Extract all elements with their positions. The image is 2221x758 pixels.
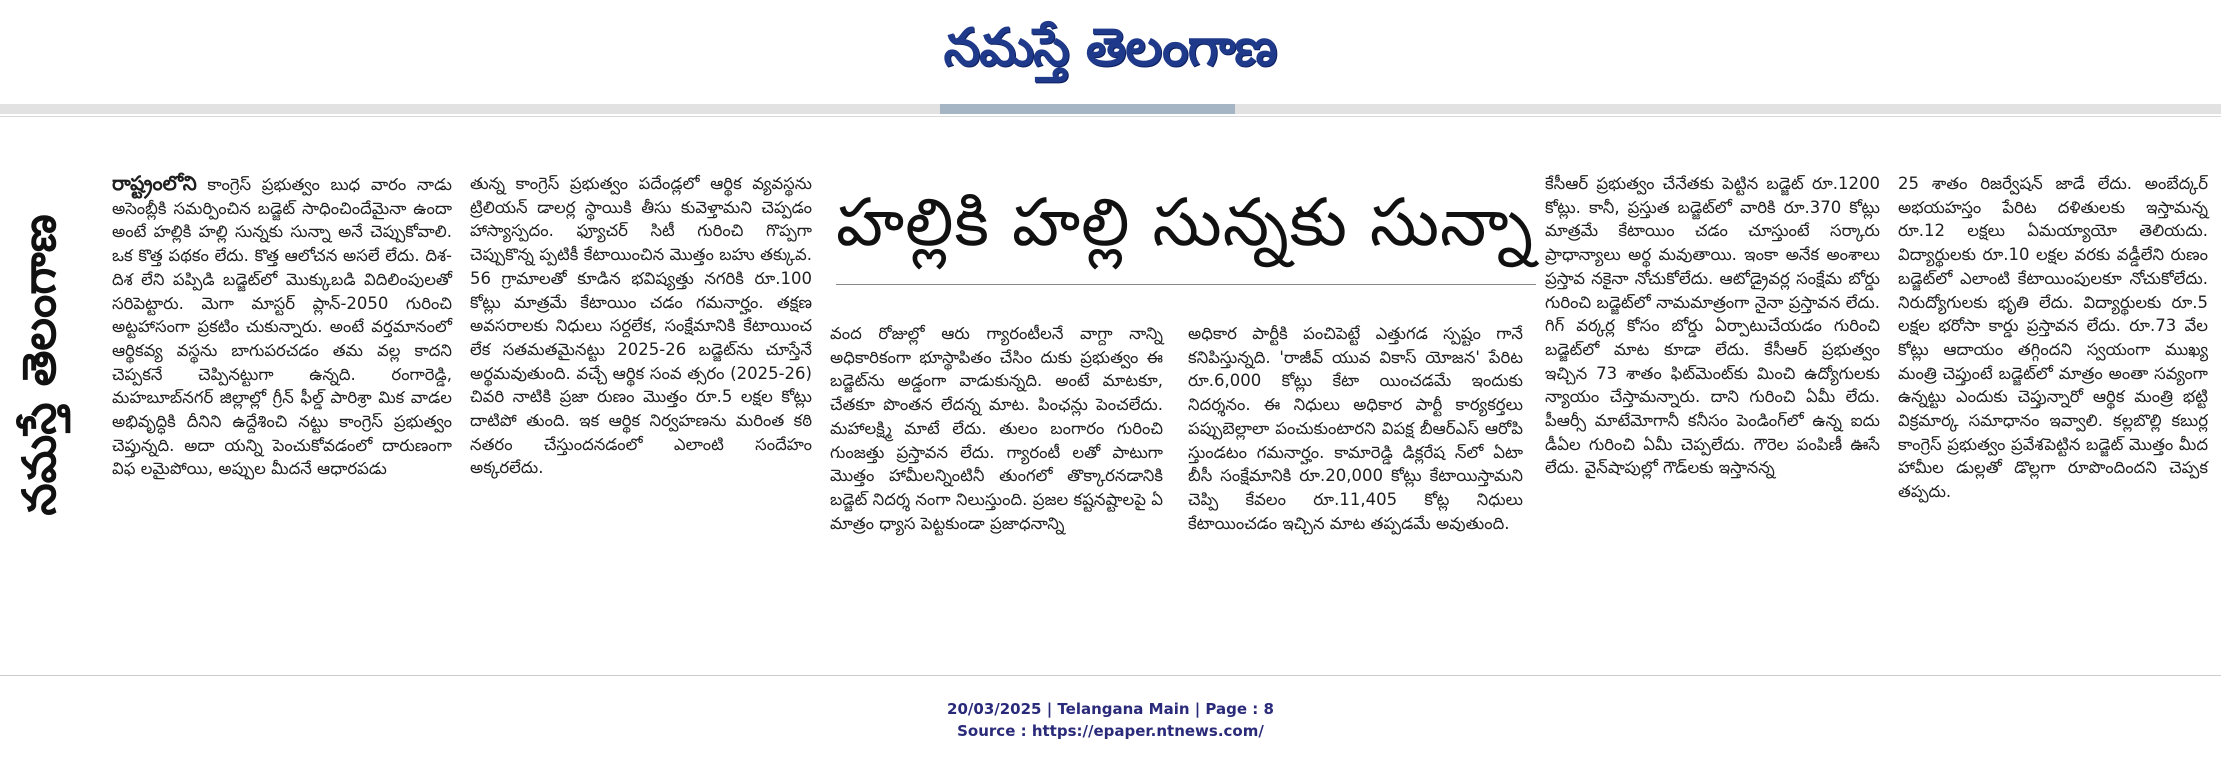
column-6-text: 25 శాతం రిజర్వేషన్ జాడే లేదు. అంబేద్కర్ అభయహస్తం పేరిట దళితులకు ఇస్తామన్న రూ.12 లక్షలు ఏమయ్యాయో తెలియదు. విద్యార్థులకు రూ.10 లక్షల వరకు వడ్డీలేని రుణం బడ్జెట్‌లో ఎలాంటి కేటాయింపులకూ నోచుకోలేదు. నిరుద్యోగులకు భృతి లేదు. విద్యార్థులకు రూ.5 లక్షల భరోసా కార్డు ప్రస్తావన లేదు. రూ.73 వేల కోట్లు ఆదాయం తగ్గిందని స్వయంగా ముఖ్య మంత్రి చెప్తుంటే బడ్జెట్‌లో మాత్రం అంతా సవ్యంగా ఉన్నట్టు ఎందుకు చెప్తున్నారో ఆర్థిక మంత్రి భట్టి విక్రమార్క సమాధానం ఇవ్వాలి. కల్లబొల్లి కబుర్ల కాంగ్రెస్ ప్రభుత్వం ప్రవేశపెట్టిన బడ్జెట్ మొత్తం మీద హామీల డుల్లతో డొల్లగా రూపొందిందని చెప్పక తప్పదు. xyxy=(1898,174,2208,502)
newspaper-masthead-logo: నమస్తే తెలంగాణ xyxy=(943,17,1277,78)
article-column-3 xyxy=(830,322,1163,535)
footer-edition-info: 20/03/2025 | Telangana Main | Page : 8 xyxy=(947,700,1274,718)
lead-word: రాష్ట్రంలోని xyxy=(112,171,197,195)
masthead-rule-accent xyxy=(940,104,1235,114)
article-headline: హల్లికి హల్లి సున్నకు సున్నా xyxy=(836,184,1534,261)
column-4-text: అధికార పార్టీకి పంచిపెట్టే ఎత్తుగడ స్పష్టం గానే కనిపిస్తున్నది. 'రాజీవ్ యువ వికాస్ యోజన' పేరిట రూ.6,000 కోట్లు కేటా యించడమే ఇందుకు నిదర్శనం. ఈ నిధులు అధికార పార్టీ కార్యకర్తలు పప్పుబెల్లాలా పంచుకుంటారని విపక్ష బీఆర్‌ఎస్ ఆరోపి స్తుండటం గమనార్హం. కామారెడ్డి డిక్లరేష న్‌లో ఏటా బీసీ సంక్షేమానికి రూ.20,000 కోట్లు కేటాయిస్తామని చెప్పి కేవలం రూ.11,405 కోట్ల నిధులు కేటాయించడం ఇచ్చిన మాట తప్పడమే అవుతుంది. xyxy=(1188,324,1523,533)
masthead xyxy=(0,0,2221,100)
article-column-2 xyxy=(470,172,812,480)
footer-source-link[interactable]: Source : https://epaper.ntnews.com/ xyxy=(957,722,1264,740)
column-1-text: కాంగ్రెస్ ప్రభుత్వం బుధ వారం నాడు అసెంబ్లీకి సమర్పించిన బడ్జెట్ సాధించిందేమైనా ఉందా అంటే హల్లికి హల్లి సున్నకు సున్నా అనే చెప్పుకోవాలి. ఒక కొత్త పథకం లేదు. కొత్త ఆలోచన అసలే లేదు. దిశ-దిశ లేని పప్పిడి బడ్జెట్‌లో మొక్కుబడి విదిలింపులతో సరిపెట్టారు. మెగా మాస్టర్ ప్లాన్-2050 గురించి అట్టహాసంగా ప్రకటిం చుకున్నారు. అంటే వర్తమానంలో ఆర్థికవ్య వస్థను బాగుపరచడం తమ వల్ల కాదని చెప్పకనే చెప్పినట్టుగా ఉన్నది. రంగారెడ్డి, మహబూబ్‌నగర్ జిల్లాల్లో గ్రీన్ ఫీల్డ్ పారిశ్రా మిక వాడల అభివృద్ధికి దీనిని ఉద్దేశించి నట్టు కాంగ్రెస్ ప్రభుత్వం చెప్తున్నది. అదా యన్ని పెంచుకోవడంలో దారుణంగా విఫ లమైపోయి, అప్పుల మీదనే ఆధారపడు xyxy=(112,175,452,479)
column-3-text: వంద రోజుల్లో ఆరు గ్యారంటీలనే వాగ్దా నాన్ని అధికారికంగా భూస్థాపితం చేసిం దుకు ప్రభుత్వం ఈ బడ్జెట్‌ను అడ్డంగా వాడుకున్నది. అంటే మాటకూ, చేతకూ పొంతన లేదన్న మాట. పింఛన్లు పెంచలేదు. మహాలక్ష్మి మాటే లేదు. తులం బంగారం గురించి గుంజత్తు ప్రస్తావన లేదు. గ్యారంటీ లతో పాటుగా మొత్తం హామీలన్నింటినీ తుంగలో తొక్కారనడానికి బడ్జెట్ నిదర్శ నంగా నిలుస్తుంది. ప్రజల కష్టనష్టాలపై ఏ మాత్రం ధ్యాస పెట్టకుండా ప్రజాధనాన్ని xyxy=(830,324,1163,533)
side-brand-logo xyxy=(0,130,90,600)
article-column-4 xyxy=(1188,322,1523,535)
headline-underline xyxy=(836,284,1536,285)
article-column-1 xyxy=(112,172,452,481)
article-column-5 xyxy=(1545,172,1880,480)
article-column-6 xyxy=(1898,172,2208,504)
article-paragraph xyxy=(112,172,452,481)
article-bottom-rule xyxy=(0,675,2221,676)
side-brand-logo-text: నమస్తే తెలంగాణ xyxy=(12,214,66,516)
page-footer xyxy=(0,698,2221,742)
column-5-text: కేసీఆర్ ప్రభుత్వం చేనేతకు పెట్టిన బడ్జెట్ రూ.1200 కోట్లు. కానీ, ప్రస్తుత బడ్జెట్‌లో వారికి రూ.370 కోట్లు మాత్రమే కేటాయిం చడం చూస్తుంటే సర్కారు ప్రాధాన్యాలు అర్థ మవుతాయి. ఇంకా అనేక అంశాలు ప్రస్తావ నకైనా నోచుకోలేదు. ఆటోడ్రైవర్ల సంక్షేమ బోర్డు గురించి బడ్జెట్‌లో నామమాత్రంగా నైనా ప్రస్తావన లేదు. గిగ్ వర్కర్ల కోసం బోర్డు ఏర్పాటుచేయడం గురించి బడ్జెట్‌లో మాట కూడా లేదు. కేసీఆర్ ప్రభుత్వం ఇచ్చిన 73 శాతం ఫిట్‌మెంట్‌కు మించి ఉద్యోగులకు న్యాయం చేస్తామన్నారు. దాని గురించి ఏమీ లేదు. పీఆర్సీ మాటేమోగానీ కనీసం పెండింగ్‌లో ఉన్న ఐదు డీఏల గురించి ఏమీ చెప్పలేదు. గౌరెల పంపిణీ ఊసే లేదు. వైన్‌షాపుల్లో గౌడ్‌లకు ఇస్తానన్న xyxy=(1545,174,1880,478)
column-2-text: తున్న కాంగ్రెస్ ప్రభుత్వం పదేండ్లలో ఆర్థిక వ్యవస్థను ట్రిలియన్ డాలర్ల స్థాయికి తీసు కువెళ్తామని చెప్పడం హాస్యాస్పదం. ఫ్యూచర్ సిటీ గురించి గొప్పగా చెప్పుకొన్న ప్పటికీ కేటాయించిన మొత్తం బహు తక్కువ. 56 గ్రామాలతో కూడిన భవిష్యత్తు నగరికి రూ.100 కోట్లు మాత్రమే కేటాయిం చడం గమనార్హం. తక్షణ అవసరాలకు నిధులు సర్దలేక, సంక్షేమానికి కేటాయించ లేక సతమతమైనట్టు 2025-26 బడ్జెట్‌ను చూస్తేనే అర్థమవుతుంది. వచ్చే ఆర్థిక సంవ త్సరం (2025-26) చివరి నాటికి ప్రజా రుణం మొత్తం రూ.5 లక్షల కోట్లు దాటిపో తుంది. ఇక ఆర్థిక నిర్వహణను మరింత కఠి నతరం చేస్తుందనడంలో ఎలాంటి సందేహం అక్కరలేదు. xyxy=(470,174,812,478)
